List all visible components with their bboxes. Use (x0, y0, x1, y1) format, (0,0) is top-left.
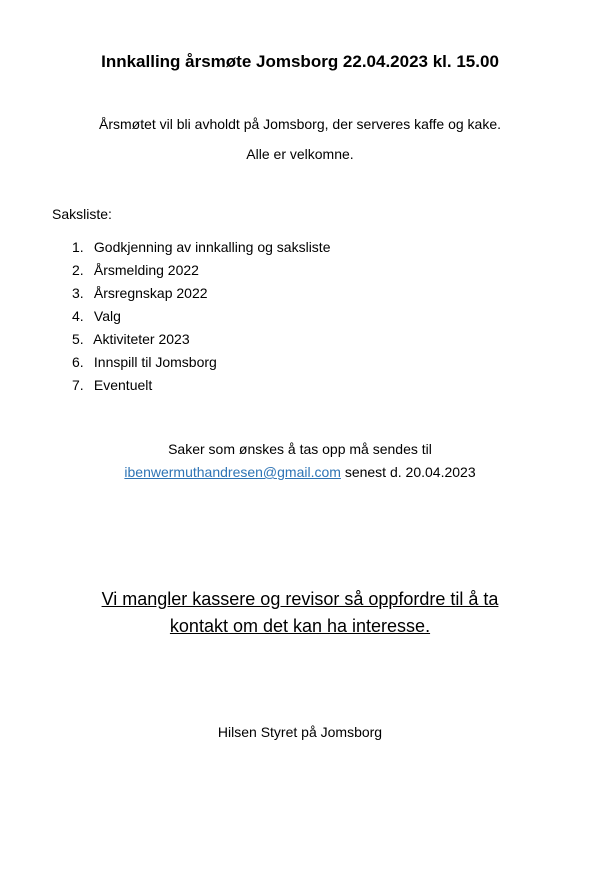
agenda-item (72, 305, 330, 328)
agenda-item-text: Valg (93, 308, 121, 324)
volunteer-notice-line-1: Vi mangler kassere og revisor så oppfordre til å ta (101, 589, 499, 609)
agenda-item-text: Aktiviteter 2023 (93, 331, 190, 347)
submission-paragraph (0, 438, 600, 484)
email-link[interactable]: ibenwermuthandresen@gmail.com (124, 464, 341, 480)
agenda-item-number: 3. (72, 285, 84, 301)
agenda-item (72, 328, 330, 351)
document-title: Innkalling årsmøte Jomsborg 22.04.2023 kl. 15.00 (101, 52, 499, 71)
agenda-item-text: Årsmelding 2022 (93, 262, 199, 278)
agenda-item-text: Godkjenning av innkalling og saksliste (93, 239, 331, 255)
agenda-item-text: Innspill til Jomsborg (93, 354, 217, 370)
agenda-item (72, 236, 330, 259)
agenda-item (72, 374, 330, 397)
intro-text: Årsmøtet vil bli avholdt på Jomsborg, der serveres kaffe og kake. (98, 116, 502, 132)
volunteer-notice (0, 586, 600, 640)
submission-deadline: senest d. 20.04.2023 (344, 464, 476, 480)
agenda-list (72, 236, 330, 397)
submission-text: Saker som ønskes å tas opp må sendes til (168, 441, 432, 457)
welcome-text: Alle er velkomne. (246, 146, 354, 162)
agenda-item-number: 4. (72, 308, 84, 324)
volunteer-notice-line-2: kontakt om det kan ha interesse. (169, 616, 431, 636)
agenda-item-number: 5. (72, 331, 84, 347)
agenda-item-number: 2. (72, 262, 84, 278)
agenda-item-number: 7. (72, 377, 84, 393)
agenda-item (72, 259, 330, 282)
agenda-item-number: 1. (72, 239, 84, 255)
agenda-item-number: 6. (72, 354, 84, 370)
agenda-item (72, 282, 330, 305)
agenda-item (72, 351, 330, 374)
agenda-item-text: Årsregnskap 2022 (93, 285, 208, 301)
signoff: Hilsen Styret på Jomsborg (217, 724, 383, 740)
submission-contact-line (0, 461, 600, 484)
agenda-label: Saksliste: (52, 206, 112, 222)
agenda-item-text: Eventuelt (93, 377, 153, 393)
